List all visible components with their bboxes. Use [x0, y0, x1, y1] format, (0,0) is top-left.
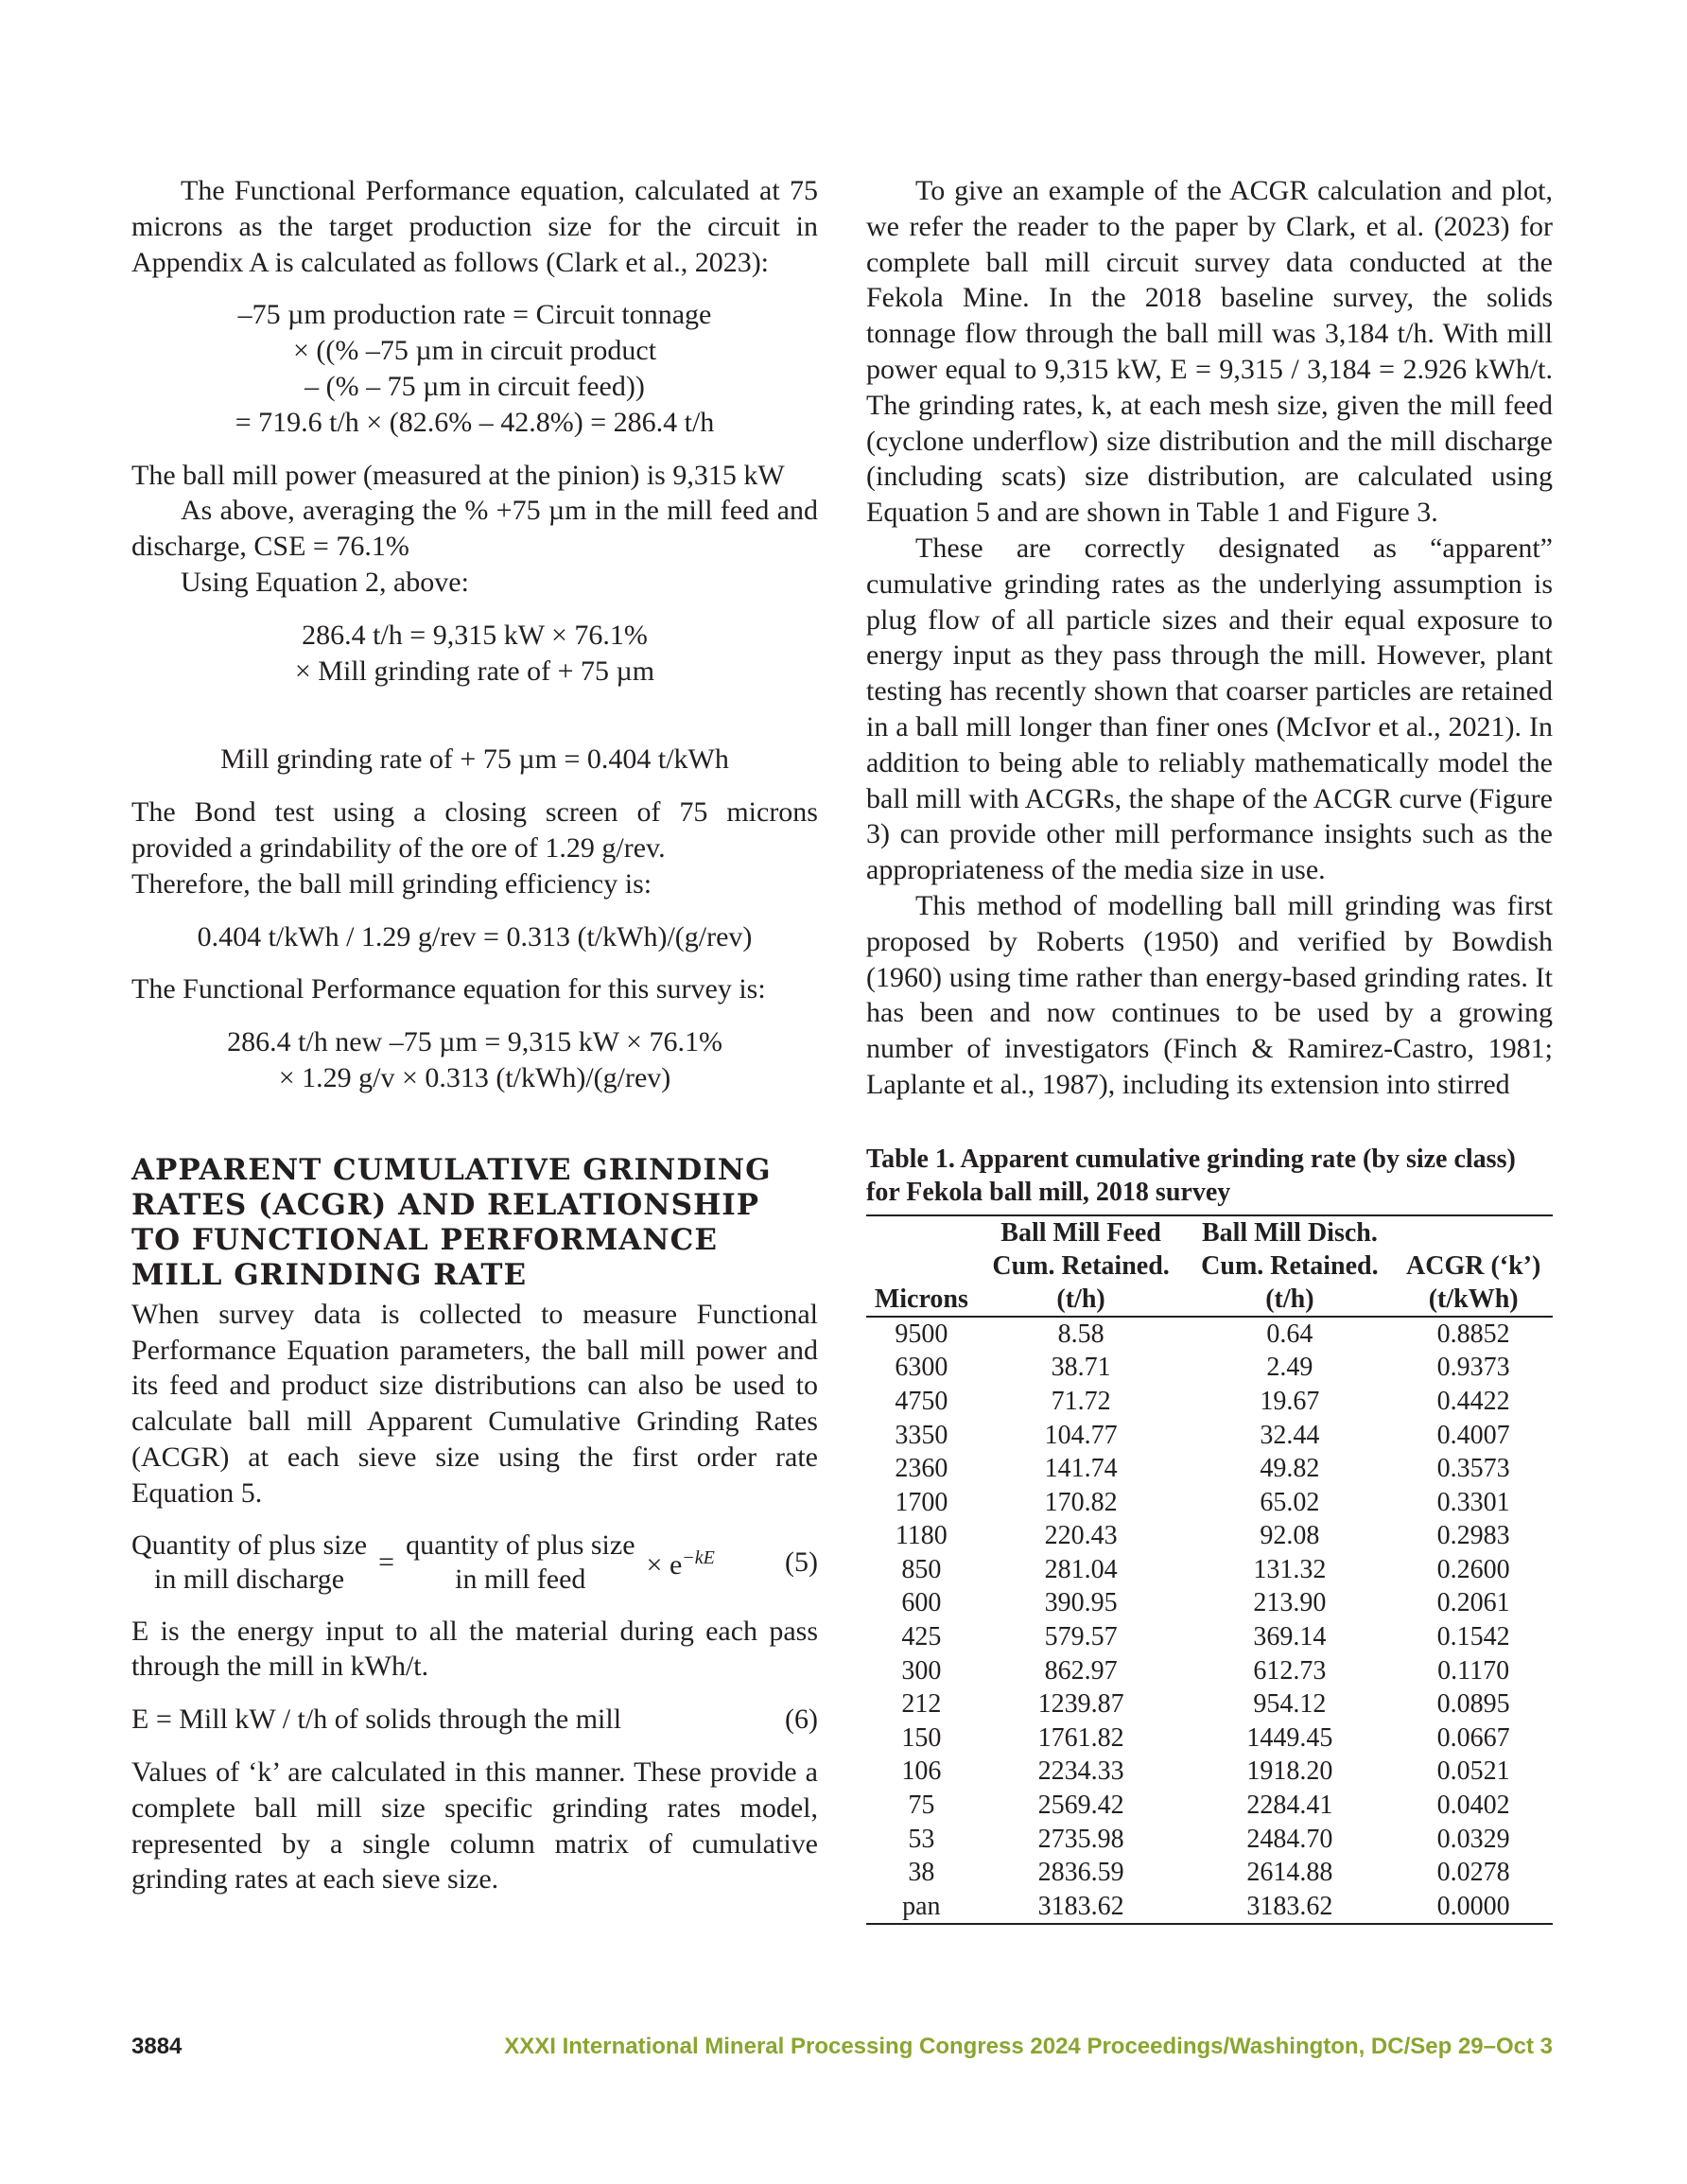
- paragraph: To give an example of the ACGR calculation and plot, we refer the reader to the paper by Clark, et al. (2023) for complete ball mill circuit survey data conducted at the Fekola Mine. In the 2018 baseline survey, the solids tonnage flow through the ball mill was 3,184 t/h. With mill power equal to 9,315 kW, E = 9,315 / 3,184 = 2.926 kWh/t. The grinding rates, k, at each mesh size, given the mill feed (cyclone underflow) size distribution and the mill discharge (including scats) size distribution, are calculated using Equation 5 and are shown in Table 1 and Figure 3.: [866, 175, 1553, 529]
- equation-line: 286.4 t/h = 9,315 kW × 76.1%: [302, 619, 648, 651]
- table-caption: Table 1. Apparent cumulative grinding rate (by size class) for Fekola ball mill, 2018 survey: [866, 1144, 1516, 1207]
- paragraph: These are correctly designated as “apparent” cumulative grinding rates as the underlying assumption is plug flow of all particle sizes and their equal exposure to energy input as they pass through the mill. However, plant testing has recently shown that coarser particles are retained in a ball mill longer than finer ones (McIvor et al., 2021). In addition to being able to reliably mathematically model the ball mill with ACGRs, the shape of the ACGR curve (Figure 3) can provide other mill performance insights such as the appropriateness of the media size in use.: [866, 532, 1553, 886]
- table-row: [866, 1687, 1553, 1721]
- table-cell: 2234.33: [1037, 1756, 1124, 1787]
- table-cell: 150: [901, 1722, 942, 1753]
- column-header: (t/h): [977, 1283, 1186, 1317]
- table-cell: 6300: [895, 1353, 948, 1383]
- table-cell: 1918.20: [1246, 1756, 1333, 1787]
- table-row: [866, 1419, 1553, 1453]
- conference-name: XXXI International Mineral Processing Congress 2024 Proceedings/Washington, DC/Sep 29–Oct 3: [504, 2034, 1553, 2059]
- table-cell: 2360: [895, 1454, 948, 1484]
- table-cell: 0.3301: [1436, 1487, 1510, 1517]
- table-cell: 0.4422: [1436, 1386, 1510, 1416]
- paragraph: Therefore, the ball mill grinding efficiency is:: [131, 867, 652, 900]
- table-cell: 38.71: [1051, 1353, 1111, 1383]
- table-cell: 600: [901, 1588, 942, 1618]
- table-cell: 0.3573: [1436, 1454, 1510, 1484]
- paragraph: Values of ‘k’ are calculated in this manner. These provide a complete ball mill size specific grinding rates model, represented by a single column matrix of cumulative grinding rates at each sieve size.: [131, 1756, 818, 1896]
- table-cell: 369.14: [1253, 1622, 1327, 1652]
- table-cell: 212: [901, 1689, 942, 1720]
- table-cell: 2735.98: [1037, 1824, 1124, 1854]
- table-cell: 0.1170: [1437, 1655, 1510, 1686]
- paragraph: Using Equation 2, above:: [181, 566, 469, 598]
- table-cell: 0.0895: [1436, 1689, 1510, 1720]
- table-cell: 32.44: [1260, 1420, 1320, 1450]
- table-cell: 0.4007: [1436, 1420, 1510, 1450]
- column-header: Ball Mill Feed: [977, 1215, 1186, 1249]
- table-cell: 0.8852: [1436, 1319, 1510, 1349]
- table-cell: 75: [908, 1791, 935, 1821]
- table-cell: 2836.59: [1037, 1858, 1124, 1888]
- paragraph: When survey data is collected to measure Functional Performance Equation parameters, the ball mill power and its feed and product size distributions can also be used to calculate ball mill Apparent Cumulative Grinding Rates (ACGR) at each sieve size using the first order rate Equation 5.: [131, 1298, 818, 1509]
- equation-functional-performance: [131, 1024, 818, 1096]
- table-cell: 850: [901, 1554, 942, 1584]
- table-cell: 1449.45: [1246, 1722, 1333, 1753]
- table-cell: 0.64: [1266, 1319, 1313, 1349]
- table-cell: 862.97: [1044, 1655, 1118, 1686]
- table-cell: 53: [908, 1824, 935, 1854]
- table-cell: 612.73: [1253, 1655, 1327, 1686]
- table-cell: 0.2061: [1436, 1588, 1510, 1618]
- numerator: Quantity of plus size: [131, 1529, 368, 1561]
- table-cell: 954.12: [1253, 1689, 1327, 1720]
- table-cell: 3350: [895, 1420, 948, 1450]
- table-cell: 131.32: [1253, 1554, 1327, 1584]
- table-cell: 8.58: [1057, 1319, 1104, 1349]
- column-header: ACGR (‘k’): [1406, 1250, 1541, 1281]
- column-header: Cum. Retained.: [1201, 1250, 1379, 1281]
- exponential-term: × $e^{-kE}$: [646, 1547, 715, 1581]
- table-cell: 0.0278: [1436, 1858, 1510, 1888]
- left-column: [131, 173, 818, 1897]
- grinding-rate-table: [866, 1214, 1553, 1926]
- table-cell: 0.2983: [1436, 1521, 1510, 1551]
- table-cell: 19.67: [1260, 1386, 1320, 1416]
- equation-line: × Mill grinding rate of + 75 µm: [294, 655, 655, 687]
- table-cell: 65.02: [1260, 1487, 1320, 1517]
- equation-efficiency: 0.404 t/kWh / 1.29 g/rev = 0.313 (t/kWh)/(g/rev): [197, 920, 753, 952]
- table-row: [866, 1519, 1553, 1553]
- table-cell: 2614.88: [1246, 1858, 1333, 1888]
- table-cell: 4750: [895, 1386, 948, 1416]
- equation-text: E = Mill kW / t/h of solids through the mill: [131, 1704, 622, 1736]
- table-cell: 3183.62: [1185, 1890, 1394, 1925]
- table-cell: 1180: [895, 1521, 948, 1551]
- equation-power: [131, 618, 818, 690]
- equation-line: × 1.29 g/v × 0.313 (t/kWh)/(g/rev): [278, 1061, 671, 1093]
- exponent: −kE: [682, 1547, 715, 1569]
- equation-number: (6): [785, 1704, 818, 1736]
- denominator: in mill feed: [455, 1563, 586, 1595]
- equation-6: [131, 1702, 818, 1738]
- paragraph: This method of modelling ball mill grinding was first proposed by Roberts (1950) and verified by Bowdish (1960) using time rather than energy-based grinding rates. It has been and now continues to be used by a growing number of investigators (Finch & Ramirez-Castro, 1981; Laplante et al., 1987), including its extension into stirred: [866, 889, 1553, 1100]
- column-header: Cum. Retained.: [992, 1250, 1170, 1281]
- equation-number: (5): [785, 1546, 818, 1578]
- table-row: [866, 1452, 1553, 1486]
- table-cell: 0.1542: [1436, 1622, 1510, 1652]
- table-row: [866, 1553, 1553, 1587]
- table-row: [866, 1755, 1553, 1789]
- table-cell: 281.04: [1044, 1554, 1118, 1584]
- equation-production-rate: [131, 297, 818, 440]
- table-cell: 2484.70: [1246, 1824, 1333, 1854]
- table-cell: 1761.82: [1037, 1722, 1124, 1753]
- table-row: [866, 1351, 1553, 1385]
- paragraph: As above, averaging the % +75 µm in the mill feed and discharge, CSE = 76.1%: [131, 495, 818, 563]
- table-row: [866, 1385, 1553, 1419]
- paragraph: E is the energy input to all the material during each pass through the mill in kWh/t.: [131, 1615, 818, 1683]
- table-body: [866, 1317, 1553, 1925]
- table-cell: 390.95: [1044, 1588, 1118, 1618]
- paragraph: The Bond test using a closing screen of 75 microns provided a grindability of the ore of 1.29 g/rev.: [131, 796, 818, 864]
- table-row: [866, 1586, 1553, 1620]
- table-cell: 300: [901, 1655, 942, 1686]
- table-cell: 0.0329: [1436, 1824, 1510, 1854]
- column-header: Microns: [866, 1283, 977, 1317]
- table-cell: 2569.42: [1037, 1791, 1124, 1821]
- column-header: (t/kWh): [1394, 1283, 1553, 1317]
- table-cell: 9500: [895, 1319, 948, 1349]
- table-cell: 104.77: [1044, 1420, 1118, 1450]
- right-column: [866, 173, 1553, 1925]
- table-cell: 213.90: [1253, 1588, 1327, 1618]
- table-row: [866, 1856, 1553, 1890]
- page-footer: [131, 2034, 1553, 2068]
- equation-line: 286.4 t/h new –75 µm = 9,315 kW × 76.1%: [227, 1026, 722, 1058]
- section-heading: APPARENT CUMULATIVE GRINDING RATES (ACGR) AND RELATIONSHIP TO FUNCTIONAL PERFORMANCE MILL GRINDING RATE: [131, 1152, 772, 1292]
- table-row: [866, 1317, 1553, 1352]
- table-cell: 170.82: [1044, 1487, 1118, 1517]
- table-row: [866, 1789, 1553, 1823]
- table-cell: 106: [901, 1756, 942, 1787]
- table-cell: 3183.62: [977, 1890, 1186, 1925]
- column-header: Ball Mill Disch.: [1185, 1215, 1394, 1249]
- table-cell: 220.43: [1044, 1521, 1118, 1551]
- table-cell: 141.74: [1044, 1454, 1118, 1484]
- table-cell: pan: [866, 1890, 977, 1925]
- equation-line: = 719.6 t/h × (82.6% – 42.8%) = 286.4 t/h: [235, 406, 715, 438]
- table-cell: 49.82: [1260, 1454, 1320, 1484]
- paragraph: The Functional Performance equation, calculated at 75 microns as the target production size for the circuit in Appendix A is calculated as follows (Clark et al., 2023):: [131, 175, 818, 278]
- numerator: quantity of plus size: [406, 1529, 635, 1561]
- table-cell: 579.57: [1044, 1622, 1118, 1652]
- denominator: in mill discharge: [154, 1563, 345, 1595]
- table-cell: 0.2600: [1436, 1554, 1510, 1584]
- table-cell: 1700: [895, 1487, 948, 1517]
- page-number: 3884: [131, 2034, 183, 2059]
- table-row: [866, 1823, 1553, 1857]
- table-cell: 38: [908, 1858, 935, 1888]
- table-cell: 71.72: [1051, 1386, 1111, 1416]
- equation-5: [131, 1529, 818, 1597]
- equation-grinding-rate: Mill grinding rate of + 75 µm = 0.404 t/kWh: [220, 743, 729, 776]
- table-cell: 2284.41: [1246, 1791, 1333, 1821]
- equation-line: – (% – 75 µm in circuit feed)): [304, 370, 645, 402]
- table-cell: 0.0402: [1436, 1791, 1510, 1821]
- table-row: [866, 1486, 1553, 1520]
- paragraph: The ball mill power (measured at the pinion) is 9,315 kW: [131, 459, 785, 491]
- table-cell: 0.0667: [1436, 1722, 1510, 1753]
- table-cell: 2.49: [1266, 1353, 1313, 1383]
- column-header: (t/h): [1185, 1283, 1394, 1317]
- table-cell: 92.08: [1260, 1521, 1320, 1551]
- table-row: [866, 1620, 1553, 1654]
- equation-line: –75 µm production rate = Circuit tonnage: [237, 299, 712, 331]
- table-row: [866, 1890, 1553, 1925]
- table-row: [866, 1654, 1553, 1688]
- table-row: [866, 1721, 1553, 1756]
- table-cell: 0.0000: [1394, 1890, 1553, 1925]
- table-cell: 0.9373: [1436, 1353, 1510, 1383]
- equals-sign: =: [378, 1546, 395, 1578]
- table-cell: 425: [901, 1622, 942, 1652]
- equation-line: × ((% –75 µm in circuit product: [292, 335, 657, 367]
- paragraph: The Functional Performance equation for this survey is:: [131, 973, 766, 1005]
- table-cell: 0.0521: [1436, 1756, 1510, 1787]
- table-cell: 1239.87: [1037, 1689, 1124, 1720]
